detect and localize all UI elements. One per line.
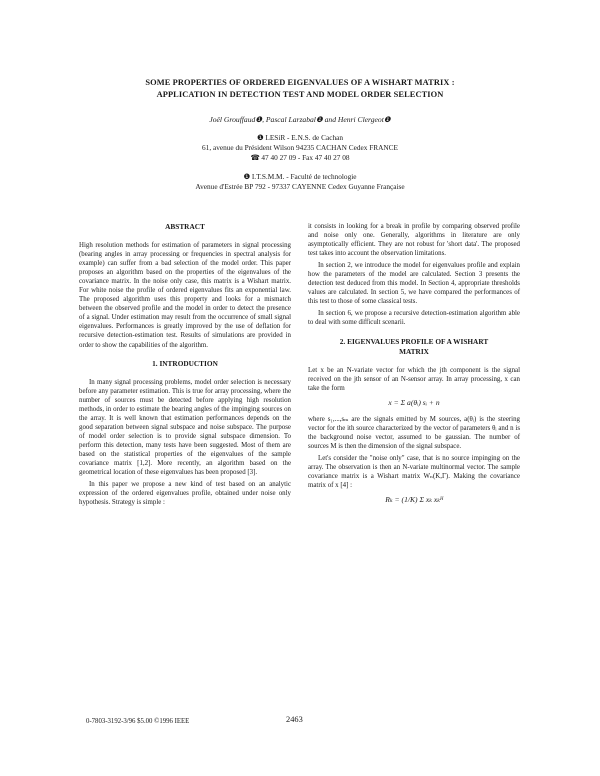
isbn-footer: 0-7803-3192-3/96 $5.00 ©1996 IEEE <box>86 718 190 725</box>
right-paragraph-2: In section 2, we introduce the model for eigenvalues profile and explain how the parameters of the model are calculated. Section 3 presents the detection test deduced from this model. In Section 4, appropriate thresholds values are calculated. In section 5, we have compared the performances of this test to those of some classical tests. <box>308 262 520 306</box>
affiliation-2-lab: ❶ I.T.S.M.M. - Faculté de technologie <box>243 172 357 181</box>
affiliation-1 <box>60 133 540 163</box>
signal-model-equation: x = Σ a(θᵢ) sᵢ + n <box>388 397 440 407</box>
section-2-paragraph-2: where s₁,...,sₘ are the signals emitted by M sources, a(θᵢ) is the steering vector for the ith source characterized by the vector of parameters θᵢ and n is the background noise vector, assumed to be gaussian. The number of sources M is then the dimension of the signal subspace. <box>308 415 520 450</box>
abstract-text: High resolution methods for estimation of parameters in signal processing (bearing angles in array processing or frequencies in spectral analysis for example) can suffer from a bad selection of the model order. This paper proposes an algorithm based on the properties of the eigenvalues of the covariance matrix. In the noise only case, this matrix is a Wishart matrix. For white noise the profile of ordered eigenvalues fits an exponential law. The proposed algorithm uses this property and looks for a mismatch between the observed profile and the model in order to detect the presence of a signal. Under estimation may result from the occurrence of small signal eigenvalues. Performances is greatly improved by the use of deflation for recursive detection-estimation test. Results of simulations are provided in order to show the capabilities of the algorithm. <box>79 242 291 349</box>
author-list: Joël Grouffaud❶, Pascal Larzabal❶ and Henri Clergeot❶ <box>209 115 391 124</box>
affiliation-1-address: 61, avenue du Président Wilson 94235 CACHAN Cedex FRANCE <box>202 143 398 152</box>
affiliation-2-address: Avenue d'Estrée BP 792 - 97337 CAYENNE Cedex Guyanne Française <box>195 182 405 191</box>
abstract-heading: ABSTRACT <box>165 222 205 231</box>
section-2-heading-line-2: MATRIX <box>399 346 429 356</box>
section-2-heading-line-1: 2. EIGENVALUES PROFILE OF A WISHART <box>339 336 489 346</box>
section-2-heading <box>308 337 520 357</box>
title-line-1: SOME PROPERTIES OF ORDERED EIGENVALUES OF A WISHART MATRIX : <box>145 78 455 87</box>
affiliation-2 <box>60 172 540 192</box>
introduction-paragraph-2: In this paper we propose a new kind of test based on an analytic expression of the ordered eigenvalues profile, obtained under noise only hypothesis. Strategy is simple : <box>79 481 291 507</box>
introduction-paragraph-1: In many signal processing problems, model order selection is necessary before any parameter estimation. This is true for array processing, where the number of sources must be detected before applying high resolution methods, in order to estimate the bearing angles of the impinging sources on the array. It is well known that estimation performances depends on the good separation between signal subspace and noise subspace. The purpose of model order selection is to provide signal subspace dimension. To perform this detection, many tests have been suggested. Most of them are based on the statistical properties of the eigenvalues of the sample covariance matrix [1,2]. More recently, an algorithm based on the geometrical location of these eigenvalues has been proposed [3]. <box>79 378 291 477</box>
paper-title <box>40 77 560 101</box>
right-paragraph-1: it consists in looking for a break in profile by comparing observed profile and noise only one. Generally, algorithms in literature are only asymptotically efficient. They are not robust for 'short data'. The proposed test takes into account the observation limitations. <box>308 223 520 258</box>
affiliation-1-lab: ❶ LESiR - E.N.S. de Cachan <box>257 133 343 142</box>
page-number: 2463 <box>286 715 303 724</box>
left-column <box>79 222 291 510</box>
right-column <box>308 222 520 512</box>
right-paragraph-3: In section 6, we propose a recursive detection-estimation algorithm able to deal with some difficult scenarii. <box>308 310 520 327</box>
introduction-heading: 1. INTRODUCTION <box>152 358 218 368</box>
affiliation-1-phone: ☎ 47 40 27 09 - Fax 47 40 27 08 <box>250 153 350 162</box>
title-line-2: APPLICATION IN DETECTION TEST AND MODEL ORDER SELECTION <box>156 90 444 99</box>
section-2-paragraph-3: Let's consider the "noise only" case, that is no source impinging on the array. The observation is then an N-variate multinormal vector. The sample covariance matrix is a Wishart matrix Wₙ(K,Γ). Making the covariance matrix of x [4] : <box>308 454 520 489</box>
section-2-paragraph-1: Let x be an N-variate vector for which the jth component is the signal received on the jth sensor of an N-sensor array. In array processing, x can take the form <box>308 366 520 392</box>
covariance-equation: Rₖ = (1/K) Σ xₖ xₖᴴ <box>385 495 443 505</box>
